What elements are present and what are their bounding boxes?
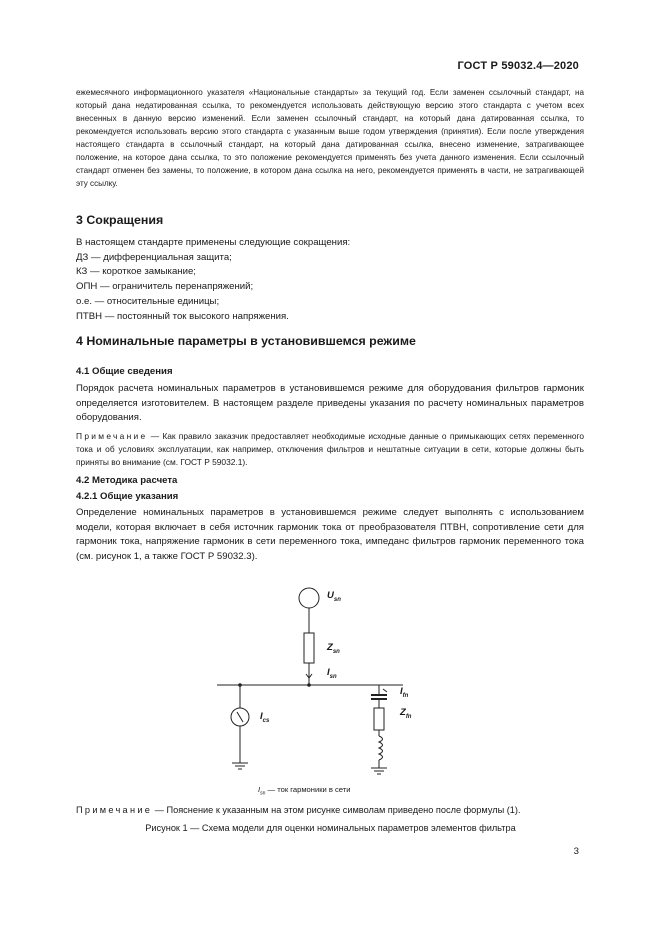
figure-legend: $I_{sn}$ — ток гармоники в сети bbox=[258, 785, 351, 797]
subsection-4-1-text bbox=[76, 382, 584, 426]
section-4-title: 4 Номинальные параметры в установившемся режиме bbox=[76, 334, 416, 348]
figure-caption: Рисунок 1 — Схема модели для оценки номинальных параметров элементов фильтра bbox=[145, 823, 516, 833]
note-label: Примечание bbox=[76, 431, 148, 441]
impedance-zsn-symbol bbox=[304, 633, 314, 663]
document-header: ГОСТ Р 59032.4—2020 bbox=[457, 60, 579, 72]
page-number: 3 bbox=[573, 846, 579, 857]
subsection-4-1-body: Порядок расчета номинальных параметров в установившемся режиме для оборудования фильтров гармоник определяется изготовителем. В настоящем разделе приведены указания по расчету номинальных параметров оборудования. bbox=[76, 383, 584, 424]
abbreviation-item: ОПН — ограничитель перенапряжений; bbox=[76, 281, 254, 293]
abbreviation-item: КЗ — короткое замыкание; bbox=[76, 266, 196, 278]
label-ics: $I_{cs}$ bbox=[260, 711, 270, 724]
abbreviation-item: ДЗ — дифференциальная защита; bbox=[76, 251, 232, 263]
subsection-4-2-1-title: 4.2.1 Общие указания bbox=[76, 491, 179, 502]
filter-resistor-symbol bbox=[374, 708, 384, 730]
abbreviations-lead: В настоящем стандарте применены следующие сокращения: bbox=[76, 237, 351, 248]
label-ifn: $I_{fn}$ bbox=[400, 686, 409, 699]
note-4-1 bbox=[76, 430, 584, 470]
abbreviations-list bbox=[76, 236, 350, 324]
subsection-4-1-title: 4.1 Общие сведения bbox=[76, 366, 173, 377]
abbreviation-item: ПТВН — постоянный ток высокого напряжения. bbox=[76, 310, 289, 322]
label-usn: $U_{sn}$ bbox=[327, 590, 341, 603]
subsection-4-2-1-text: Определение номинальных параметров в установившемся режиме следует выполнять с использованием модели, которая включает в себя источник гармоник тока от преобразователя ПТВН, сопротивление сети для гармоник тока, напряжение гармоник в сети переменного тока, импеданс фильтров гармоник переменного тока (см. рисунок 1, а также ГОСТ Р 59032.3). bbox=[76, 507, 584, 562]
intro-paragraph: ежемесячного информационного указателя «Национальные стандарты» за текущий год. Если заменен ссылочный стандарт, на который дана недатированная ссылка, то рекомендуется использовать действующую версию этого стандарта с учетом всех внесенных в данную версию изменений. Если заменен ссылочный стандарт, на который дана датированная ссылка, то рекомендуется использовать версию этого стандарта с указанным выше годом утверждения (принятия). Если после утверждения настоящего стандарта в ссылочный стандарт, на который дана датированная ссылка, внесено изменение, затрагивающее положение, на которое дана ссылка, то это положение рекомендуется применять без учета данного изменения. Если ссылочный стандарт отменен без замены, то положение, в котором дана ссылка на него, рекомендуется применять в части, не затрагивающей эту ссылку. bbox=[76, 88, 584, 188]
inductor-symbol bbox=[379, 736, 383, 760]
figure-note: Примечание — Пояснение к указанным на этом рисунке символам приведено после формулы (1). bbox=[76, 805, 521, 815]
circuit-diagram bbox=[200, 578, 440, 788]
label-zfn: $Z_{fn}$ bbox=[400, 707, 412, 720]
voltage-source-symbol bbox=[299, 588, 319, 608]
label-zsn: $Z_{sn}$ bbox=[327, 642, 340, 655]
abbreviation-item: о.е. — относительные единицы; bbox=[76, 295, 220, 307]
subsection-4-2-title: 4.2 Методика расчета bbox=[76, 475, 178, 486]
label-isn: $I_{sn}$ bbox=[327, 667, 337, 680]
section-3-title: 3 Сокращения bbox=[76, 213, 164, 227]
note-text: — Как правило заказчик предоставляет необходимые исходные данные о примыкающих сетях переменного тока и об условиях эксплуатации, как например, отключения фильтров и нештатные ситуации в сети, которые должны быть приняты во внимание (см. ГОСТ Р 59032.1). bbox=[76, 431, 584, 468]
